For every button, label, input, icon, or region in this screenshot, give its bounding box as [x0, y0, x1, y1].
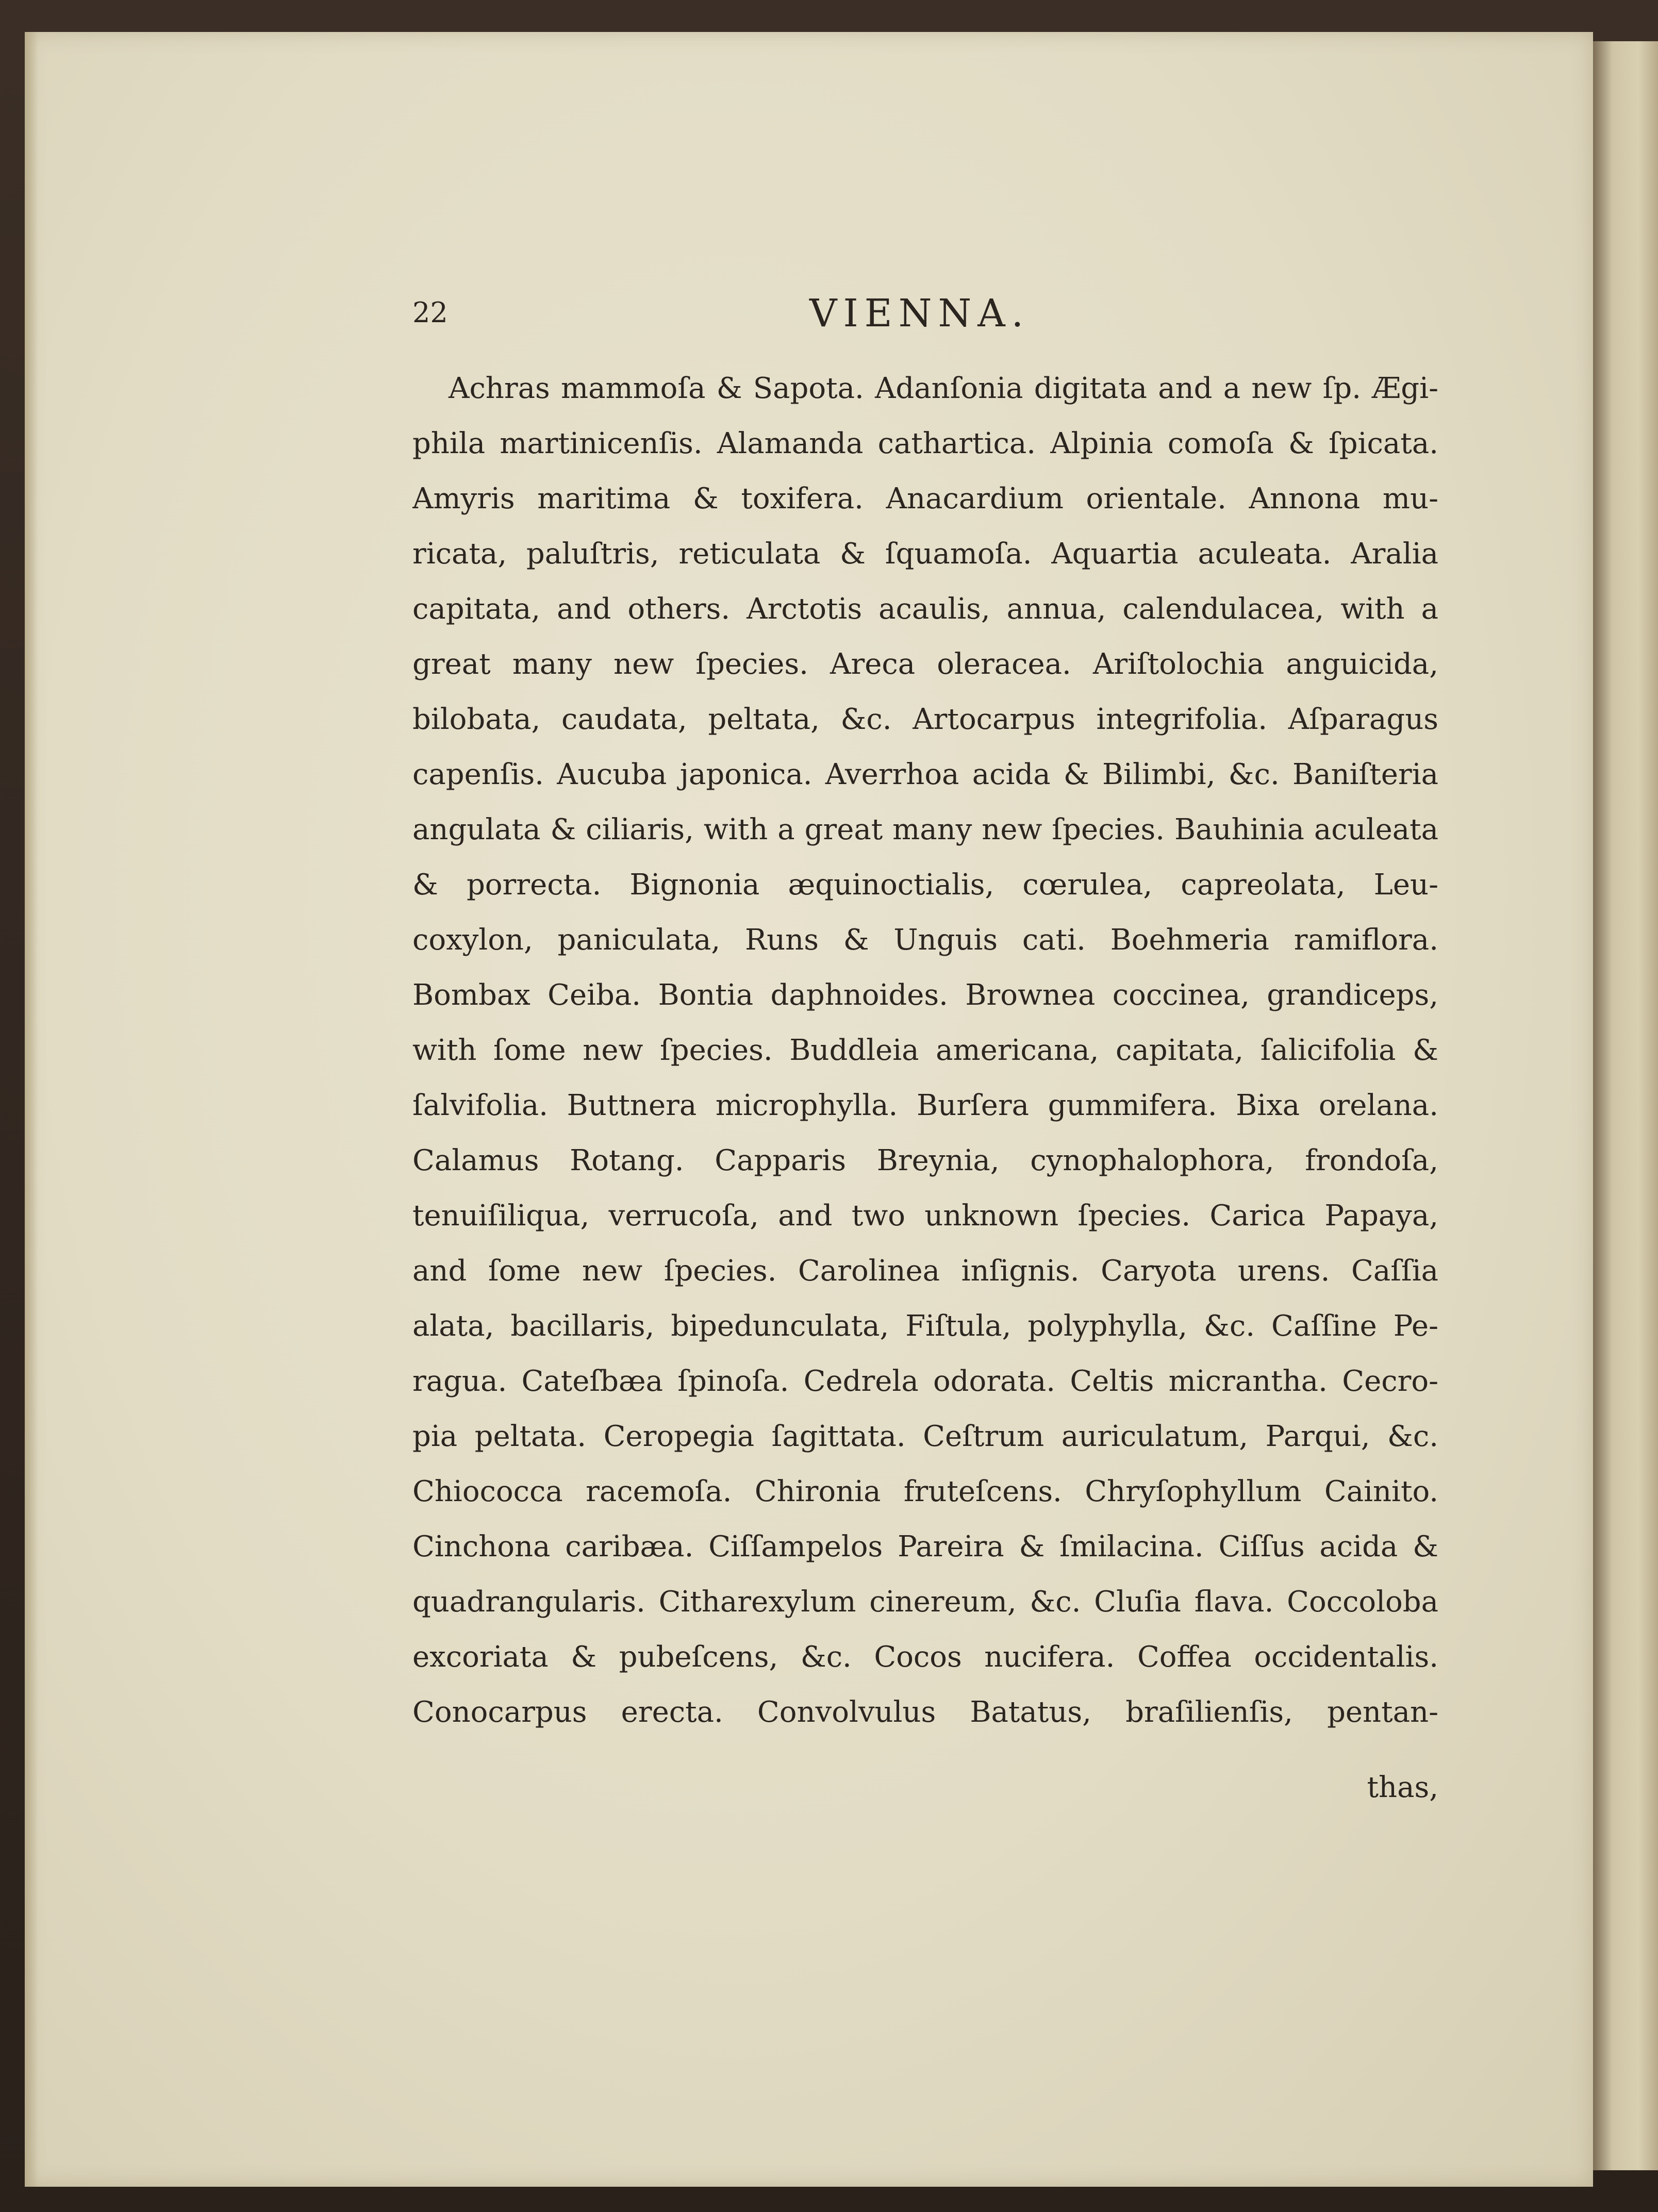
- page-number: 22: [412, 296, 448, 329]
- text-line: Cinchona caribæa. Ciſſampelos Pareira & ſmilacina. Ciſſus acida &: [412, 1530, 1438, 1564]
- text-line: Calamus Rotang. Capparis Breynia, cynophalophora, frondoſa,: [412, 1144, 1438, 1177]
- body-text: [412, 361, 1438, 1740]
- text-line: angulata & ciliaris, with a great many new ſpecies. Bauhinia aculeata: [412, 813, 1438, 846]
- text-line: great many new ſpecies. Areca oleracea. Ariſtolochia anguicida,: [412, 647, 1438, 681]
- page-title: VIENNA.: [809, 291, 1030, 336]
- text-line: ricata, paluſtris, reticulata & ſquamoſa. Aquartia aculeata. Aralia: [412, 537, 1438, 571]
- text-line: with ſome new ſpecies. Buddleia americana, capitata, ſalicifolia &: [412, 1034, 1438, 1067]
- text-line: tenuiſiliqua, verrucoſa, and two unknown ſpecies. Carica Papaya,: [412, 1199, 1438, 1233]
- text-line: ſalvifolia. Buttnera microphylla. Burſera gummifera. Bixa orelana.: [412, 1089, 1438, 1122]
- facing-page-edge: [1593, 41, 1658, 2170]
- text-line: pia peltata. Ceropegia ſagittata. Ceſtrum auriculatum, Parqui, &c.: [412, 1420, 1438, 1453]
- catchword: thas,: [1367, 1771, 1438, 1804]
- text-line: Chiococca racemoſa. Chironia fruteſcens. Chryſophyllum Cainito.: [412, 1475, 1438, 1508]
- text-line: phila martinicenſis. Alamanda cathartica. Alpinia comoſa & ſpicata.: [412, 427, 1438, 460]
- text-line: Conocarpus erecta. Convolvulus Batatus, braſilienſis, pentan-: [412, 1695, 1438, 1729]
- text-line: bilobata, caudata, peltata, &c. Artocarpus integrifolia. Aſparagus: [412, 703, 1438, 736]
- text-line: coxylon, paniculata, Runs & Unguis cati. Boehmeria ramiflora.: [412, 923, 1438, 957]
- text-line: capenſis. Aucuba japonica. Averrhoa acida & Bilimbi, &c. Baniſteria: [412, 758, 1438, 791]
- text-line: Achras mammoſa & Sapota. Adanſonia digitata and a new ſp. Ægi-: [449, 372, 1438, 405]
- text-line: Amyris maritima & toxifera. Anacardium orientale. Annona mu-: [412, 482, 1438, 515]
- text-line: quadrangularis. Citharexylum cinereum, &c. Cluſia flava. Coccoloba: [412, 1585, 1438, 1619]
- text-line: capitata, and others. Arctotis acaulis, annua, calendulacea, with a: [412, 592, 1438, 626]
- text-line: ragua. Cateſbæa ſpinoſa. Cedrela odorata. Celtis micrantha. Cecro-: [412, 1365, 1438, 1398]
- text-line: excoriata & pubeſcens, &c. Cocos nucifera. Coffea occidentalis.: [412, 1640, 1438, 1674]
- text-line: and ſome new ſpecies. Carolinea inſignis. Caryota urens. Caſſia: [412, 1254, 1438, 1288]
- text-line: Bombax Ceiba. Bontia daphnoides. Brownea coccinea, grandiceps,: [412, 978, 1438, 1012]
- running-head: [412, 291, 1444, 338]
- text-line: alata, bacillaris, bipedunculata, Fiſtula, polyphylla, &c. Caſſine Pe-: [412, 1309, 1438, 1343]
- text-line: & porrecta. Bignonia æquinoctialis, cœrulea, capreolata, Leu-: [412, 868, 1438, 902]
